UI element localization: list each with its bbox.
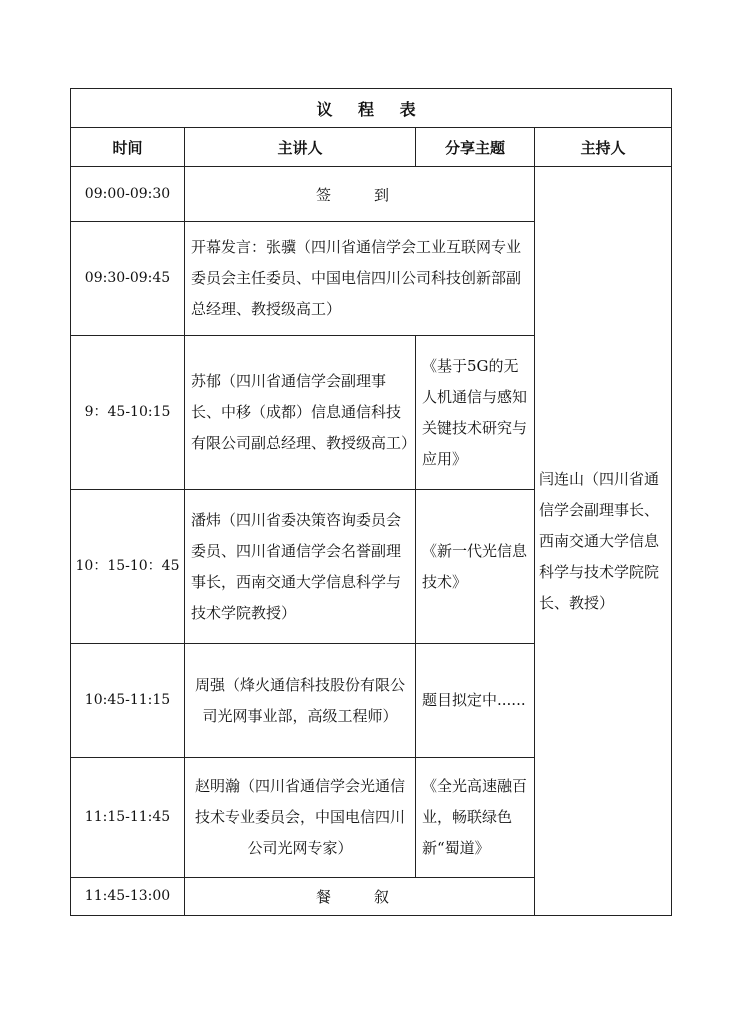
row-time: 9：45-10:15 (71, 336, 185, 490)
topic-cell: 《全光高速融百业，畅联绿色新“蜀道》 (416, 758, 535, 878)
header-time: 时间 (71, 128, 185, 167)
header-host: 主持人 (535, 128, 672, 167)
topic-cell: 《基于5G的无人机通信与感知关键技术研究与应用》 (416, 336, 535, 490)
table-title: 议 程 表 (71, 89, 672, 128)
speaker-cell: 赵明瀚（四川省通信学会光通信技术专业委员会，中国电信四川公司光网专家） (185, 758, 416, 878)
topic-cell: 《新一代光信息技术》 (416, 490, 535, 644)
speaker-cell: 苏郁（四川省通信学会副理事长、中移（成都）信息通信科技有限公司副总经理、教授级高工） (185, 336, 416, 490)
row-time: 09:00-09:30 (71, 167, 185, 222)
topic-cell: 题目拟定中...... (416, 644, 535, 758)
speaker-cell: 开幕发言：张骥（四川省通信学会工业互联网专业委员会主任委员、中国电信四川公司科技创新部副总经理、教授级高工） (185, 222, 535, 336)
row-time: 10：15-10：45 (71, 490, 185, 644)
row-time: 11:45-13:00 (71, 878, 185, 916)
header-topic: 分享主题 (416, 128, 535, 167)
lunch-cell: 餐 叙 (185, 878, 535, 916)
row-time: 09:30-09:45 (71, 222, 185, 336)
header-speaker: 主讲人 (185, 128, 416, 167)
row-time: 10:45-11:15 (71, 644, 185, 758)
agenda-table (70, 88, 672, 916)
checkin-cell: 签 到 (185, 167, 535, 222)
speaker-cell: 周强（烽火通信科技股份有限公司光网事业部，高级工程师） (185, 644, 416, 758)
row-time: 11:15-11:45 (71, 758, 185, 878)
host-cell: 闫连山（四川省通信学会副理事长、西南交通大学信息科学与技术学院院长、教授） (535, 167, 672, 916)
speaker-cell: 潘炜（四川省委决策咨询委员会委员、四川省通信学会名誉副理事长，西南交通大学信息科学与技术学院教授） (185, 490, 416, 644)
